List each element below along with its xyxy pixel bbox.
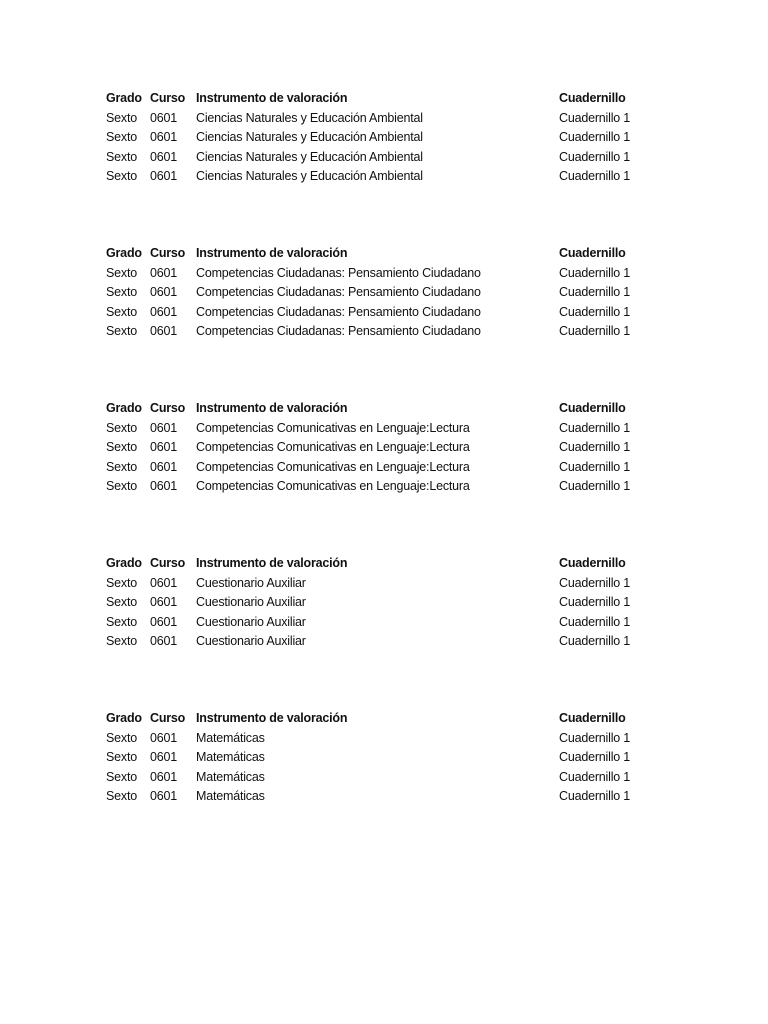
table-competencias-ciudadanas (106, 244, 666, 342)
table-row (106, 613, 666, 633)
cell-instrumento: Competencias Comunicativas en Lenguaje:Lectura (196, 420, 470, 435)
cell-cuadernillo: Cuadernillo 1 (559, 149, 631, 164)
cell-grado: Sexto (106, 130, 137, 145)
cell-grado: Sexto (106, 169, 137, 184)
cell-cuadernillo: Cuadernillo 1 (559, 769, 631, 784)
cell-curso: 0601 (150, 789, 178, 804)
header-curso: Curso (150, 711, 186, 725)
cell-cuadernillo: Cuadernillo 1 (559, 130, 631, 145)
cell-instrumento: Matemáticas (196, 789, 265, 804)
cell-instrumento: Ciencias Naturales y Educación Ambiental (196, 130, 423, 145)
cell-grado: Sexto (106, 440, 137, 455)
table-matematicas (106, 709, 666, 807)
table-header-row (106, 244, 666, 264)
cell-curso: 0601 (150, 149, 178, 164)
cell-grado: Sexto (106, 110, 137, 125)
cell-grado: Sexto (106, 595, 137, 610)
cell-curso: 0601 (150, 265, 178, 280)
cell-instrumento: Competencias Ciudadanas: Pensamiento Ciudadano (196, 265, 481, 280)
cell-curso: 0601 (150, 769, 178, 784)
cell-cuadernillo: Cuadernillo 1 (559, 479, 631, 494)
table-row (106, 748, 666, 768)
cell-curso: 0601 (150, 285, 178, 300)
cell-grado: Sexto (106, 634, 137, 649)
cell-curso: 0601 (150, 614, 178, 629)
header-grado: Grado (106, 556, 142, 570)
table-row (106, 109, 666, 129)
cell-grado: Sexto (106, 285, 137, 300)
cell-curso: 0601 (150, 634, 178, 649)
cell-instrumento: Competencias Ciudadanas: Pensamiento Ciudadano (196, 285, 481, 300)
cell-cuadernillo: Cuadernillo 1 (559, 285, 631, 300)
cell-curso: 0601 (150, 479, 178, 494)
header-grado: Grado (106, 91, 142, 105)
cell-grado: Sexto (106, 575, 137, 590)
header-cuadernillo: Cuadernillo (559, 711, 626, 725)
cell-cuadernillo: Cuadernillo 1 (559, 440, 631, 455)
cell-curso: 0601 (150, 169, 178, 184)
cell-instrumento: Cuestionario Auxiliar (196, 614, 306, 629)
table-row (106, 787, 666, 807)
cell-cuadernillo: Cuadernillo 1 (559, 110, 631, 125)
header-curso: Curso (150, 91, 186, 105)
cell-curso: 0601 (150, 324, 178, 339)
cell-grado: Sexto (106, 769, 137, 784)
cell-curso: 0601 (150, 420, 178, 435)
cell-instrumento: Ciencias Naturales y Educación Ambiental (196, 110, 423, 125)
table-row (106, 322, 666, 342)
cell-instrumento: Competencias Ciudadanas: Pensamiento Ciudadano (196, 304, 481, 319)
header-cuadernillo: Cuadernillo (559, 91, 626, 105)
cell-grado: Sexto (106, 750, 137, 765)
table-row (106, 768, 666, 788)
cell-curso: 0601 (150, 730, 178, 745)
cell-instrumento: Competencias Comunicativas en Lenguaje:Lectura (196, 479, 470, 494)
header-curso: Curso (150, 401, 186, 415)
cell-grado: Sexto (106, 149, 137, 164)
cell-grado: Sexto (106, 479, 137, 494)
header-cuadernillo: Cuadernillo (559, 401, 626, 415)
cell-instrumento: Matemáticas (196, 730, 265, 745)
cell-curso: 0601 (150, 575, 178, 590)
header-curso: Curso (150, 246, 186, 260)
header-cuadernillo: Cuadernillo (559, 556, 626, 570)
cell-curso: 0601 (150, 130, 178, 145)
table-header-row (106, 709, 666, 729)
cell-cuadernillo: Cuadernillo 1 (559, 304, 631, 319)
cell-curso: 0601 (150, 304, 178, 319)
cell-grado: Sexto (106, 304, 137, 319)
cell-instrumento: Cuestionario Auxiliar (196, 595, 306, 610)
table-row (106, 593, 666, 613)
cell-cuadernillo: Cuadernillo 1 (559, 265, 631, 280)
cell-curso: 0601 (150, 750, 178, 765)
cell-cuadernillo: Cuadernillo 1 (559, 169, 631, 184)
header-instrumento: Instrumento de valoración (196, 91, 348, 105)
cell-grado: Sexto (106, 265, 137, 280)
cell-cuadernillo: Cuadernillo 1 (559, 614, 631, 629)
table-row (106, 574, 666, 594)
cell-curso: 0601 (150, 110, 178, 125)
cell-grado: Sexto (106, 614, 137, 629)
cell-cuadernillo: Cuadernillo 1 (559, 595, 631, 610)
cell-instrumento: Cuestionario Auxiliar (196, 575, 306, 590)
table-row (106, 419, 666, 439)
table-header-row (106, 399, 666, 419)
table-row (106, 148, 666, 168)
table-row (106, 438, 666, 458)
header-instrumento: Instrumento de valoración (196, 401, 348, 415)
table-competencias-comunicativas (106, 399, 666, 497)
cell-cuadernillo: Cuadernillo 1 (559, 750, 631, 765)
header-grado: Grado (106, 401, 142, 415)
cell-cuadernillo: Cuadernillo 1 (559, 634, 631, 649)
header-curso: Curso (150, 556, 186, 570)
cell-instrumento: Matemáticas (196, 769, 265, 784)
header-instrumento: Instrumento de valoración (196, 556, 348, 570)
table-row (106, 283, 666, 303)
cell-grado: Sexto (106, 324, 137, 339)
cell-cuadernillo: Cuadernillo 1 (559, 575, 631, 590)
header-grado: Grado (106, 711, 142, 725)
cell-cuadernillo: Cuadernillo 1 (559, 730, 631, 745)
cell-instrumento: Competencias Ciudadanas: Pensamiento Ciudadano (196, 324, 481, 339)
header-instrumento: Instrumento de valoración (196, 711, 348, 725)
table-row (106, 477, 666, 497)
table-row (106, 303, 666, 323)
cell-grado: Sexto (106, 789, 137, 804)
cell-curso: 0601 (150, 595, 178, 610)
table-header-row (106, 554, 666, 574)
cell-instrumento: Competencias Comunicativas en Lenguaje:Lectura (196, 459, 470, 474)
table-ciencias-naturales (106, 89, 666, 187)
cell-grado: Sexto (106, 730, 137, 745)
cell-cuadernillo: Cuadernillo 1 (559, 420, 631, 435)
table-row (106, 167, 666, 187)
table-cuestionario-auxiliar (106, 554, 666, 652)
cell-grado: Sexto (106, 420, 137, 435)
cell-instrumento: Competencias Comunicativas en Lenguaje:Lectura (196, 440, 470, 455)
cell-grado: Sexto (106, 459, 137, 474)
table-row (106, 264, 666, 284)
cell-cuadernillo: Cuadernillo 1 (559, 324, 631, 339)
table-header-row (106, 89, 666, 109)
table-row (106, 729, 666, 749)
cell-curso: 0601 (150, 440, 178, 455)
cell-cuadernillo: Cuadernillo 1 (559, 459, 631, 474)
table-row (106, 458, 666, 478)
table-row (106, 128, 666, 148)
cell-instrumento: Cuestionario Auxiliar (196, 634, 306, 649)
header-instrumento: Instrumento de valoración (196, 246, 348, 260)
cell-curso: 0601 (150, 459, 178, 474)
header-cuadernillo: Cuadernillo (559, 246, 626, 260)
cell-instrumento: Ciencias Naturales y Educación Ambiental (196, 169, 423, 184)
header-grado: Grado (106, 246, 142, 260)
cell-instrumento: Matemáticas (196, 750, 265, 765)
cell-cuadernillo: Cuadernillo 1 (559, 789, 631, 804)
cell-instrumento: Ciencias Naturales y Educación Ambiental (196, 149, 423, 164)
table-row (106, 632, 666, 652)
